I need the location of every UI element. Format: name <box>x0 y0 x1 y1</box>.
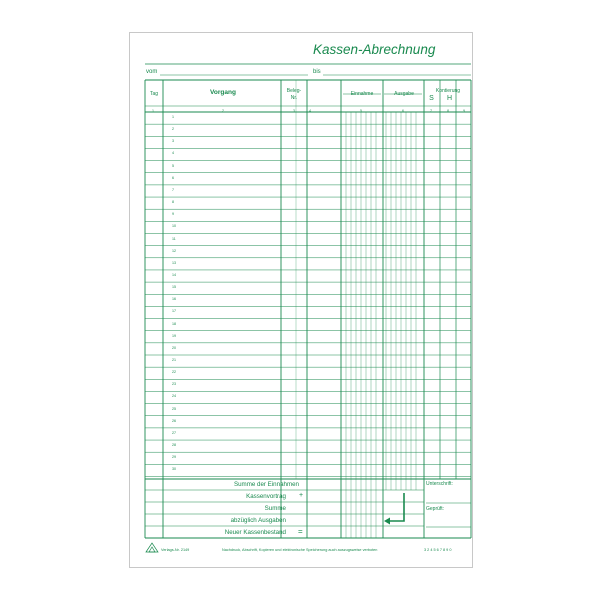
plus-sign: + <box>299 492 304 499</box>
col-number-2: 2 <box>222 109 224 113</box>
row-number: 26 <box>172 418 176 423</box>
row-number: 4 <box>172 151 174 156</box>
geprueft-label: Geprüft: <box>426 506 445 512</box>
row-number: 29 <box>172 455 176 460</box>
col-number-1: 1 <box>152 109 154 113</box>
col-header-beleg-2: Nr. <box>290 95 298 101</box>
from-label: vom <box>146 69 158 75</box>
col-header-s: S <box>429 95 434 102</box>
to-label: bis <box>313 69 321 75</box>
col-header-beleg-1: Beleg- <box>286 88 302 94</box>
row-number: 17 <box>172 309 176 314</box>
col-number-5: 5 <box>360 109 362 113</box>
col-header-vorgang: Vorgang <box>210 89 236 96</box>
col-header-tag: Tag <box>149 91 159 97</box>
col-number-7: 7 <box>430 109 432 113</box>
row-number: 25 <box>172 406 176 411</box>
row-number: 9 <box>172 212 174 217</box>
col-header-ausgabe: Ausgabe <box>394 91 414 97</box>
row-number: 30 <box>172 467 176 472</box>
row-number: 5 <box>172 163 174 168</box>
row-number: 23 <box>172 382 176 387</box>
row-number: 14 <box>172 272 176 277</box>
abzueglich-label: abzüglich Ausgaben <box>230 517 286 524</box>
col-header-h: H <box>446 95 453 102</box>
row-number: 7 <box>172 187 174 192</box>
summe-einnahmen-label: Summe der Einnahmen <box>233 481 299 488</box>
kassenvortrag-label: Kassenvortrag <box>246 493 286 500</box>
print-code: 3 2 4 5 6 7 8 9 0 <box>424 548 452 552</box>
row-number: 13 <box>172 260 176 265</box>
col-number-3: 3 <box>293 109 295 113</box>
row-number: 15 <box>172 285 176 290</box>
row-number: 19 <box>172 333 176 338</box>
row-number: 2 <box>172 127 174 132</box>
row-number: 22 <box>172 370 176 375</box>
col-header-einnahme: Einnahme <box>350 91 374 97</box>
row-number: 6 <box>172 175 174 180</box>
row-number: 1 <box>172 115 174 119</box>
return-arrow-icon <box>384 493 404 525</box>
equals-sign: = <box>298 527 303 536</box>
row-number: 21 <box>172 358 176 362</box>
col-number-6: 6 <box>402 109 404 113</box>
publisher-number: Verlags-Nr. 2149 <box>161 548 190 552</box>
row-number: 3 <box>172 139 174 144</box>
row-number: 16 <box>172 297 176 302</box>
publisher-logo-icon <box>146 543 158 552</box>
row-number: 11 <box>172 236 176 241</box>
col-number-8: 8 <box>447 109 449 113</box>
row-number: 24 <box>172 394 176 399</box>
copyright-notice: Nachdruck, Abschrift, Kopieren und elektronische Speicherung auch auszugsweise verboten <box>222 548 378 552</box>
row-number: 10 <box>172 224 176 229</box>
row-number: 27 <box>172 430 176 435</box>
row-number: 20 <box>172 345 176 350</box>
col-header-kontierung: Kontierung <box>435 88 461 94</box>
row-number: 28 <box>172 443 176 448</box>
row-number: 18 <box>172 321 176 326</box>
row-number: 8 <box>172 200 174 205</box>
neuer-bestand-label: Neuer Kassenbestand <box>224 529 286 536</box>
unterschrift-label: Unterschrift: <box>426 481 453 487</box>
form-title: Kassen-Abrechnung <box>313 42 436 57</box>
col-number-4: 4 <box>309 109 311 113</box>
col-number-9: 9 <box>463 109 465 113</box>
row-number: 12 <box>172 248 176 253</box>
summe-label: Summe <box>264 505 286 512</box>
